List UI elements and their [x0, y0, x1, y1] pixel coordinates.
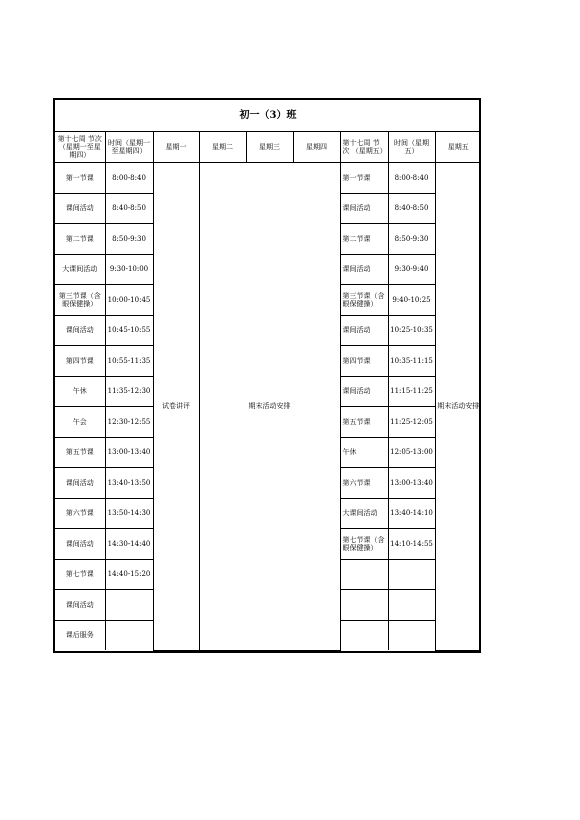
right-period-cell: 课间活动: [340, 254, 388, 285]
tue-thu-merged-cell: 期末活动安排: [199, 163, 340, 651]
left-time-cell: 10:00-10:45: [105, 285, 153, 316]
right-time-cell: 11:15-11:25: [388, 376, 435, 407]
right-time-cell: [388, 559, 435, 590]
right-time-cell: 9:40-10:25: [388, 285, 435, 316]
header-wednesday: 星期三: [246, 132, 293, 163]
right-period-cell: 课间活动: [340, 315, 388, 346]
left-time-cell: 11:35-12:30: [105, 376, 153, 407]
right-time-cell: 8:40-8:50: [388, 193, 435, 224]
right-time-cell: [388, 620, 435, 650]
monday-merged-cell: 试卷讲评: [153, 163, 199, 651]
left-period-cell: 课间活动: [55, 590, 105, 621]
right-period-cell: 第一节课: [340, 163, 388, 194]
left-period-cell: 第六节课: [55, 498, 105, 529]
left-period-cell: 课间活动: [55, 193, 105, 224]
header-monday: 星期一: [153, 132, 199, 163]
header-tuesday: 星期二: [199, 132, 246, 163]
left-period-cell: 课间活动: [55, 529, 105, 560]
header-right-period: 第十七周 节次 （星期五）: [340, 132, 388, 163]
schedule-sheet: [53, 98, 481, 653]
right-period-cell: 第七节课（含眼保健操）: [340, 529, 388, 560]
right-period-cell: 课间活动: [340, 376, 388, 407]
friday-merged-cell: 期末活动安排: [435, 163, 481, 651]
left-time-cell: [105, 590, 153, 621]
right-period-cell: 课间活动: [340, 193, 388, 224]
right-period-cell: 第五节课: [340, 407, 388, 438]
right-time-cell: 10:35-11:15: [388, 346, 435, 377]
right-period-cell: 第六节课: [340, 468, 388, 499]
right-period-cell: 第三节课（含眼保健操）: [340, 285, 388, 316]
left-time-cell: 13:50-14:30: [105, 498, 153, 529]
right-time-cell: 9:30-9:40: [388, 254, 435, 285]
left-time-cell: 12:30-12:55: [105, 407, 153, 438]
left-time-cell: 10:45-10:55: [105, 315, 153, 346]
right-time-cell: 10:25-10:35: [388, 315, 435, 346]
left-time-cell: 10:55-11:35: [105, 346, 153, 377]
left-period-cell: 午会: [55, 407, 105, 438]
left-time-cell: 8:50-9:30: [105, 224, 153, 255]
right-time-cell: 13:40-14:10: [388, 498, 435, 529]
left-period-cell: 第五节课: [55, 437, 105, 468]
left-period-cell: 午休: [55, 376, 105, 407]
header-friday: 星期五: [435, 132, 481, 163]
left-period-cell: 第三节课（含眼保健操）: [55, 285, 105, 316]
right-period-cell: 大课间活动: [340, 498, 388, 529]
right-time-cell: [388, 590, 435, 621]
left-period-cell: 第七节课: [55, 559, 105, 590]
header-left-period: 第十七周 节次（星期一至星期四）: [55, 132, 105, 163]
right-time-cell: 14:10-14:55: [388, 529, 435, 560]
left-period-cell: 第二节课: [55, 224, 105, 255]
left-time-cell: 13:40-13:50: [105, 468, 153, 499]
left-period-cell: 课后服务: [55, 620, 105, 650]
left-time-cell: [105, 620, 153, 650]
schedule-table: [55, 100, 481, 651]
right-time-cell: 13:00-13:40: [388, 468, 435, 499]
right-period-cell: 午休: [340, 437, 388, 468]
table-title: 初一（3）班: [55, 100, 481, 132]
left-time-cell: 13:00-13:40: [105, 437, 153, 468]
right-period-cell: 第四节课: [340, 346, 388, 377]
left-time-cell: 14:30-14:40: [105, 529, 153, 560]
left-time-cell: 14:40-15:20: [105, 559, 153, 590]
left-time-cell: 9:30-10:00: [105, 254, 153, 285]
left-period-cell: 第一节课: [55, 163, 105, 194]
right-time-cell: 11:25-12:05: [388, 407, 435, 438]
right-period-cell: [340, 620, 388, 650]
right-time-cell: 12:05-13:00: [388, 437, 435, 468]
left-period-cell: 大课间活动: [55, 254, 105, 285]
header-left-time: 时间（星期一至星期四）: [105, 132, 153, 163]
right-period-cell: 第二节课: [340, 224, 388, 255]
left-period-cell: 第四节课: [55, 346, 105, 377]
header-thursday: 星期四: [293, 132, 340, 163]
left-period-cell: 课间活动: [55, 315, 105, 346]
right-period-cell: [340, 559, 388, 590]
left-time-cell: 8:40-8:50: [105, 193, 153, 224]
right-time-cell: 8:50-9:30: [388, 224, 435, 255]
table-row: [55, 163, 481, 194]
right-time-cell: 8:00-8:40: [388, 163, 435, 194]
header-row: [55, 132, 481, 163]
right-period-cell: [340, 590, 388, 621]
left-period-cell: 课间活动: [55, 468, 105, 499]
header-right-time: 时间（星期五）: [388, 132, 435, 163]
left-time-cell: 8:00-8:40: [105, 163, 153, 194]
